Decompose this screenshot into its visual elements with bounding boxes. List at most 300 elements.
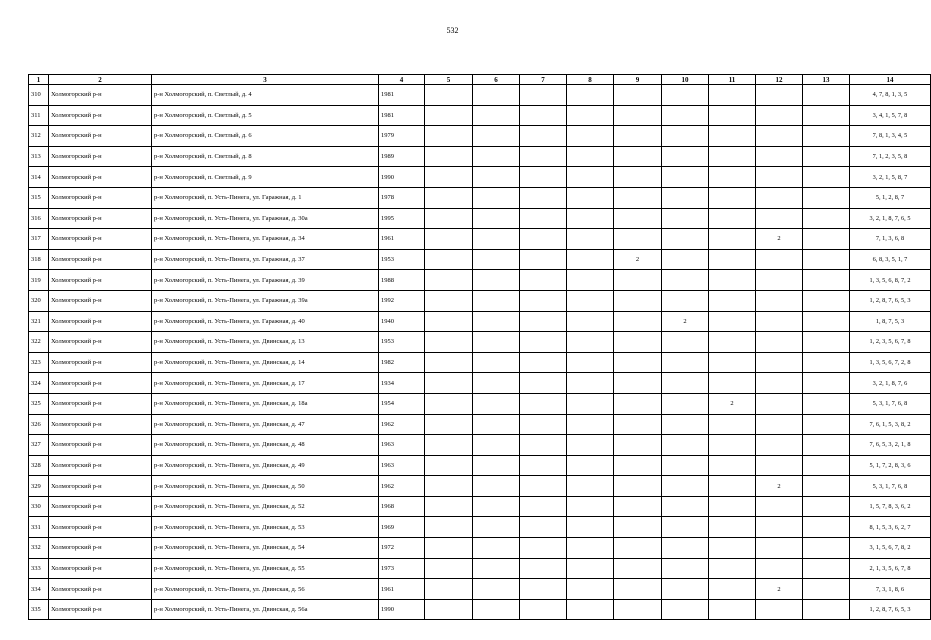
col6-cell — [473, 558, 520, 579]
col8-cell — [567, 249, 614, 270]
district-cell: Холмогорский р-н — [49, 538, 152, 559]
col14-cell: 3, 4, 1, 5, 7, 8 — [850, 105, 931, 126]
col14-cell: 4, 7, 8, 1, 3, 5 — [850, 85, 931, 106]
row-number-cell: 330 — [29, 496, 49, 517]
page-number: 532 — [446, 26, 459, 35]
year-cell: 1988 — [379, 270, 425, 291]
col12-cell — [756, 270, 803, 291]
col13-cell — [803, 538, 850, 559]
year-cell: 1989 — [379, 146, 425, 167]
col12-cell — [756, 455, 803, 476]
district-cell: Холмогорский р-н — [49, 290, 152, 311]
col11-cell — [709, 373, 756, 394]
col5-cell — [425, 208, 473, 229]
row-number-cell: 332 — [29, 538, 49, 559]
col5-cell — [425, 538, 473, 559]
column-header-2: 2 — [49, 75, 152, 85]
row-number-cell: 325 — [29, 393, 49, 414]
row-number-cell: 323 — [29, 352, 49, 373]
col6-cell — [473, 579, 520, 600]
address-cell: р-н Холмогорский, п. Усть-Пинега, ул. Двинская, д. 56 — [152, 579, 379, 600]
row-number-cell: 315 — [29, 187, 49, 208]
table-row — [29, 517, 931, 538]
table-row — [29, 126, 931, 147]
col11-cell — [709, 311, 756, 332]
column-header-9: 9 — [614, 75, 662, 85]
col9-cell — [614, 270, 662, 291]
col5-cell — [425, 414, 473, 435]
row-number-cell: 331 — [29, 517, 49, 538]
year-cell: 1940 — [379, 311, 425, 332]
col14-cell: 1, 2, 3, 5, 6, 7, 8 — [850, 332, 931, 353]
col5-cell — [425, 455, 473, 476]
col9-cell — [614, 208, 662, 229]
address-cell: р-н Холмогорский, п. Светлый, д. 5 — [152, 105, 379, 126]
col8-cell — [567, 517, 614, 538]
col7-cell — [520, 517, 567, 538]
address-cell: р-н Холмогорский, п. Усть-Пинега, ул. Гаражная, д. 39 — [152, 270, 379, 291]
col14-cell: 5, 3, 1, 7, 6, 8 — [850, 393, 931, 414]
col9-cell — [614, 126, 662, 147]
col10-cell — [662, 332, 709, 353]
column-header-10: 10 — [662, 75, 709, 85]
col7-cell — [520, 332, 567, 353]
col8-cell — [567, 579, 614, 600]
col6-cell — [473, 105, 520, 126]
column-header-1: 1 — [29, 75, 49, 85]
col7-cell — [520, 229, 567, 250]
col6-cell — [473, 146, 520, 167]
column-header-12: 12 — [756, 75, 803, 85]
year-cell: 1961 — [379, 579, 425, 600]
district-cell: Холмогорский р-н — [49, 167, 152, 188]
row-number-cell: 328 — [29, 455, 49, 476]
col12-cell — [756, 249, 803, 270]
col5-cell — [425, 435, 473, 456]
col13-cell — [803, 373, 850, 394]
col5-cell — [425, 270, 473, 291]
col6-cell — [473, 85, 520, 106]
col14-cell: 3, 1, 5, 6, 7, 8, 2 — [850, 538, 931, 559]
year-cell: 1953 — [379, 249, 425, 270]
col9-cell — [614, 599, 662, 620]
col13-cell — [803, 311, 850, 332]
col13-cell — [803, 352, 850, 373]
col7-cell — [520, 105, 567, 126]
col6-cell — [473, 290, 520, 311]
district-cell: Холмогорский р-н — [49, 435, 152, 456]
address-cell: р-н Холмогорский, п. Усть-Пинега, ул. Гаражная, д. 30а — [152, 208, 379, 229]
col9-cell — [614, 187, 662, 208]
col6-cell — [473, 352, 520, 373]
col6-cell — [473, 126, 520, 147]
year-cell: 1954 — [379, 393, 425, 414]
column-header-8: 8 — [567, 75, 614, 85]
col12-cell — [756, 105, 803, 126]
col7-cell — [520, 352, 567, 373]
col11-cell — [709, 455, 756, 476]
col8-cell — [567, 558, 614, 579]
col12-cell — [756, 290, 803, 311]
district-cell: Холмогорский р-н — [49, 249, 152, 270]
address-cell: р-н Холмогорский, п. Усть-Пинега, ул. Гаражная, д. 34 — [152, 229, 379, 250]
address-cell: р-н Холмогорский, п. Усть-Пинега, ул. Двинская, д. 17 — [152, 373, 379, 394]
col11-cell — [709, 496, 756, 517]
table-body — [29, 85, 931, 620]
district-cell: Холмогорский р-н — [49, 352, 152, 373]
table-row — [29, 373, 931, 394]
district-cell: Холмогорский р-н — [49, 187, 152, 208]
col12-cell — [756, 435, 803, 456]
col14-cell: 8, 1, 5, 3, 6, 2, 7 — [850, 517, 931, 538]
address-cell: р-н Холмогорский, п. Светлый, д. 6 — [152, 126, 379, 147]
column-header-14: 14 — [850, 75, 931, 85]
table-row — [29, 270, 931, 291]
year-cell: 1972 — [379, 538, 425, 559]
col13-cell — [803, 105, 850, 126]
col9-cell — [614, 332, 662, 353]
col14-cell: 1, 2, 8, 7, 6, 5, 3 — [850, 290, 931, 311]
col11-cell — [709, 414, 756, 435]
year-cell: 1969 — [379, 517, 425, 538]
col7-cell — [520, 311, 567, 332]
year-cell: 1962 — [379, 476, 425, 497]
col11-cell: 2 — [709, 393, 756, 414]
address-cell: р-н Холмогорский, п. Усть-Пинега, ул. Двинская, д. 55 — [152, 558, 379, 579]
col5-cell — [425, 558, 473, 579]
col13-cell — [803, 332, 850, 353]
table-row — [29, 167, 931, 188]
col6-cell — [473, 332, 520, 353]
col12-cell — [756, 352, 803, 373]
district-cell: Холмогорский р-н — [49, 229, 152, 250]
district-cell: Холмогорский р-н — [49, 558, 152, 579]
col9-cell — [614, 538, 662, 559]
col8-cell — [567, 373, 614, 394]
district-cell: Холмогорский р-н — [49, 476, 152, 497]
col7-cell — [520, 455, 567, 476]
col9-cell — [614, 311, 662, 332]
col12-cell — [756, 393, 803, 414]
address-cell: р-н Холмогорский, п. Усть-Пинега, ул. Двинская, д. 50 — [152, 476, 379, 497]
year-cell: 1963 — [379, 435, 425, 456]
district-cell: Холмогорский р-н — [49, 414, 152, 435]
col11-cell — [709, 352, 756, 373]
col7-cell — [520, 538, 567, 559]
col9-cell — [614, 496, 662, 517]
col14-cell: 1, 3, 5, 6, 8, 7, 2 — [850, 270, 931, 291]
col5-cell — [425, 105, 473, 126]
year-cell: 1973 — [379, 558, 425, 579]
col10-cell — [662, 558, 709, 579]
col5-cell — [425, 146, 473, 167]
district-cell: Холмогорский р-н — [49, 270, 152, 291]
column-header-3: 3 — [152, 75, 379, 85]
column-header-7: 7 — [520, 75, 567, 85]
col10-cell — [662, 414, 709, 435]
col5-cell — [425, 476, 473, 497]
col6-cell — [473, 229, 520, 250]
address-cell: р-н Холмогорский, п. Усть-Пинега, ул. Двинская, д. 48 — [152, 435, 379, 456]
table-row — [29, 290, 931, 311]
col9-cell — [614, 579, 662, 600]
table-row — [29, 455, 931, 476]
col8-cell — [567, 208, 614, 229]
col8-cell — [567, 538, 614, 559]
col12-cell: 2 — [756, 229, 803, 250]
col10-cell — [662, 435, 709, 456]
row-number-cell: 324 — [29, 373, 49, 394]
col10-cell: 2 — [662, 311, 709, 332]
col13-cell — [803, 85, 850, 106]
col7-cell — [520, 187, 567, 208]
column-header-13: 13 — [803, 75, 850, 85]
col6-cell — [473, 311, 520, 332]
address-cell: р-н Холмогорский, п. Светлый, д. 8 — [152, 146, 379, 167]
row-number-cell: 326 — [29, 414, 49, 435]
col6-cell — [473, 208, 520, 229]
table-row — [29, 249, 931, 270]
col7-cell — [520, 290, 567, 311]
col14-cell: 7, 1, 2, 3, 5, 8 — [850, 146, 931, 167]
district-cell: Холмогорский р-н — [49, 579, 152, 600]
year-cell: 1962 — [379, 414, 425, 435]
col10-cell — [662, 208, 709, 229]
col6-cell — [473, 249, 520, 270]
col6-cell — [473, 373, 520, 394]
address-cell: р-н Холмогорский, п. Усть-Пинега, ул. Гаражная, д. 37 — [152, 249, 379, 270]
col5-cell — [425, 187, 473, 208]
col10-cell — [662, 373, 709, 394]
col6-cell — [473, 435, 520, 456]
col14-cell: 3, 2, 1, 8, 7, 6, 5 — [850, 208, 931, 229]
col12-cell — [756, 538, 803, 559]
row-number-cell: 313 — [29, 146, 49, 167]
year-cell: 1978 — [379, 187, 425, 208]
col13-cell — [803, 167, 850, 188]
district-cell: Холмогорский р-н — [49, 85, 152, 106]
table-row — [29, 187, 931, 208]
table-row — [29, 476, 931, 497]
col10-cell — [662, 249, 709, 270]
col12-cell — [756, 373, 803, 394]
col11-cell — [709, 229, 756, 250]
col8-cell — [567, 126, 614, 147]
col5-cell — [425, 249, 473, 270]
address-cell: р-н Холмогорский, п. Усть-Пинега, ул. Двинская, д. 13 — [152, 332, 379, 353]
col11-cell — [709, 208, 756, 229]
col13-cell — [803, 414, 850, 435]
col6-cell — [473, 393, 520, 414]
col8-cell — [567, 146, 614, 167]
column-header-6: 6 — [473, 75, 520, 85]
col10-cell — [662, 105, 709, 126]
col13-cell — [803, 599, 850, 620]
col12-cell — [756, 414, 803, 435]
col14-cell: 7, 3, 1, 8, 6 — [850, 579, 931, 600]
address-cell: р-н Холмогорский, п. Усть-Пинега, ул. Двинская, д. 54 — [152, 538, 379, 559]
col14-cell: 5, 1, 7, 2, 8, 3, 6 — [850, 455, 931, 476]
row-number-cell: 310 — [29, 85, 49, 106]
year-cell: 1981 — [379, 85, 425, 106]
col10-cell — [662, 85, 709, 106]
year-cell: 1934 — [379, 373, 425, 394]
row-number-cell: 329 — [29, 476, 49, 497]
col12-cell — [756, 496, 803, 517]
row-number-cell: 319 — [29, 270, 49, 291]
district-cell: Холмогорский р-н — [49, 105, 152, 126]
district-cell: Холмогорский р-н — [49, 393, 152, 414]
col13-cell — [803, 393, 850, 414]
col5-cell — [425, 311, 473, 332]
col11-cell — [709, 270, 756, 291]
col12-cell: 2 — [756, 476, 803, 497]
col9-cell — [614, 229, 662, 250]
col7-cell — [520, 558, 567, 579]
col13-cell — [803, 579, 850, 600]
district-cell: Холмогорский р-н — [49, 126, 152, 147]
col6-cell — [473, 538, 520, 559]
col7-cell — [520, 85, 567, 106]
col9-cell — [614, 455, 662, 476]
row-number-cell: 311 — [29, 105, 49, 126]
address-cell: р-н Холмогорский, п. Усть-Пинега, ул. Двинская, д. 53 — [152, 517, 379, 538]
col8-cell — [567, 414, 614, 435]
col8-cell — [567, 290, 614, 311]
col9-cell — [614, 517, 662, 538]
col7-cell — [520, 599, 567, 620]
col11-cell — [709, 517, 756, 538]
col6-cell — [473, 414, 520, 435]
col9-cell — [614, 393, 662, 414]
col5-cell — [425, 332, 473, 353]
col6-cell — [473, 167, 520, 188]
row-number-cell: 321 — [29, 311, 49, 332]
col5-cell — [425, 126, 473, 147]
column-header-11: 11 — [709, 75, 756, 85]
col9-cell — [614, 352, 662, 373]
col12-cell — [756, 558, 803, 579]
year-cell: 1961 — [379, 229, 425, 250]
col14-cell: 5, 1, 2, 8, 7 — [850, 187, 931, 208]
table-row — [29, 105, 931, 126]
col12-cell — [756, 167, 803, 188]
district-cell: Холмогорский р-н — [49, 496, 152, 517]
col8-cell — [567, 496, 614, 517]
year-cell: 1982 — [379, 352, 425, 373]
col5-cell — [425, 393, 473, 414]
col10-cell — [662, 517, 709, 538]
col10-cell — [662, 187, 709, 208]
col8-cell — [567, 311, 614, 332]
district-cell: Холмогорский р-н — [49, 517, 152, 538]
col13-cell — [803, 290, 850, 311]
col11-cell — [709, 105, 756, 126]
col10-cell — [662, 476, 709, 497]
col14-cell: 1, 3, 5, 6, 7, 2, 8 — [850, 352, 931, 373]
col7-cell — [520, 476, 567, 497]
table-row — [29, 146, 931, 167]
col7-cell — [520, 249, 567, 270]
col11-cell — [709, 187, 756, 208]
col10-cell — [662, 167, 709, 188]
table-row — [29, 435, 931, 456]
col6-cell — [473, 599, 520, 620]
table-row — [29, 229, 931, 250]
address-cell: р-н Холмогорский, п. Усть-Пинега, ул. Двинская, д. 56а — [152, 599, 379, 620]
col11-cell — [709, 126, 756, 147]
year-cell: 1992 — [379, 290, 425, 311]
col11-cell — [709, 249, 756, 270]
col10-cell — [662, 146, 709, 167]
col7-cell — [520, 167, 567, 188]
district-cell: Холмогорский р-н — [49, 373, 152, 394]
col12-cell: 2 — [756, 579, 803, 600]
col10-cell — [662, 538, 709, 559]
year-cell: 1963 — [379, 455, 425, 476]
col14-cell: 7, 1, 3, 6, 8 — [850, 229, 931, 250]
col12-cell — [756, 517, 803, 538]
col9-cell — [614, 167, 662, 188]
col13-cell — [803, 496, 850, 517]
table-row — [29, 599, 931, 620]
address-cell: р-н Холмогорский, п. Усть-Пинега, ул. Гаражная, д. 39а — [152, 290, 379, 311]
table-row — [29, 538, 931, 559]
col10-cell — [662, 579, 709, 600]
col10-cell — [662, 352, 709, 373]
col8-cell — [567, 332, 614, 353]
col13-cell — [803, 476, 850, 497]
row-number-cell: 312 — [29, 126, 49, 147]
table-row — [29, 414, 931, 435]
row-number-cell: 317 — [29, 229, 49, 250]
year-cell: 1990 — [379, 167, 425, 188]
col11-cell — [709, 476, 756, 497]
year-cell: 1953 — [379, 332, 425, 353]
row-number-cell: 316 — [29, 208, 49, 229]
address-cell: р-н Холмогорский, п. Усть-Пинега, ул. Двинская, д. 18а — [152, 393, 379, 414]
col13-cell — [803, 208, 850, 229]
col14-cell: 3, 2, 1, 5, 8, 7 — [850, 167, 931, 188]
col6-cell — [473, 270, 520, 291]
col14-cell: 1, 2, 8, 7, 6, 5, 3 — [850, 599, 931, 620]
col10-cell — [662, 455, 709, 476]
col13-cell — [803, 146, 850, 167]
col5-cell — [425, 290, 473, 311]
col14-cell: 2, 1, 3, 5, 6, 7, 8 — [850, 558, 931, 579]
table-row — [29, 496, 931, 517]
col9-cell — [614, 105, 662, 126]
col5-cell — [425, 599, 473, 620]
row-number-cell: 334 — [29, 579, 49, 600]
col13-cell — [803, 435, 850, 456]
col12-cell — [756, 187, 803, 208]
col6-cell — [473, 187, 520, 208]
col7-cell — [520, 496, 567, 517]
table-row — [29, 579, 931, 600]
address-cell: р-н Холмогорский, п. Усть-Пинега, ул. Гаражная, д. 40 — [152, 311, 379, 332]
col8-cell — [567, 85, 614, 106]
address-cell: р-н Холмогорский, п. Светлый, д. 9 — [152, 167, 379, 188]
col10-cell — [662, 599, 709, 620]
col9-cell — [614, 373, 662, 394]
col13-cell — [803, 558, 850, 579]
col12-cell — [756, 126, 803, 147]
col6-cell — [473, 476, 520, 497]
address-cell: р-н Холмогорский, п. Усть-Пинега, ул. Гаражная, д. 1 — [152, 187, 379, 208]
col7-cell — [520, 208, 567, 229]
col14-cell: 7, 8, 1, 3, 4, 5 — [850, 126, 931, 147]
